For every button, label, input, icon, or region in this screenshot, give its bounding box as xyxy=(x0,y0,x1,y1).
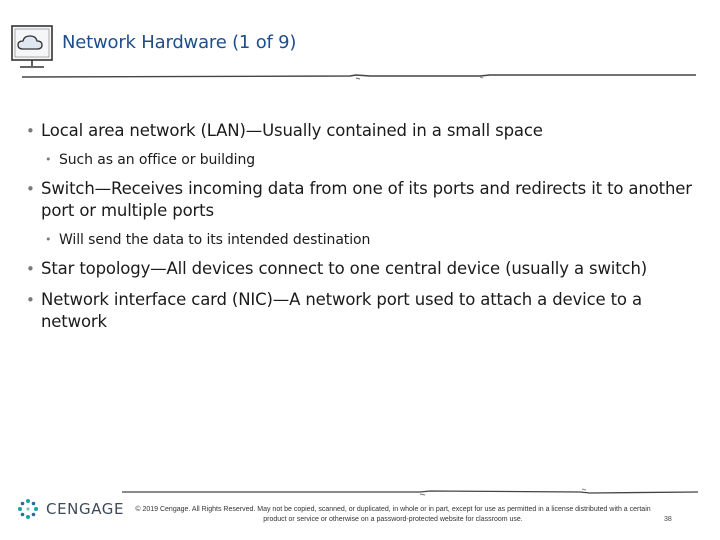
title-divider xyxy=(20,68,700,82)
cengage-logo-icon xyxy=(16,497,40,521)
bullet-item xyxy=(24,289,694,333)
bullet-marker: • xyxy=(26,291,35,309)
sub-bullet-item xyxy=(24,231,694,249)
sub-bullet-text: Will send the data to its intended destination xyxy=(59,232,371,248)
bullet-marker: • xyxy=(45,153,52,166)
bullet-marker: • xyxy=(26,122,35,140)
sub-bullet-text: Such as an office or building xyxy=(59,152,256,168)
slide-title: Network Hardware (1 of 9) xyxy=(62,32,297,53)
bullet-item xyxy=(24,120,694,142)
bullet-marker: • xyxy=(26,260,35,278)
bullet-text: Switch—Receives incoming data from one of its ports and redirects it to another port or multiple ports xyxy=(41,179,692,220)
page-number: 38 xyxy=(664,516,672,523)
brand-name: CENGAGE xyxy=(46,500,125,518)
sub-bullet-item xyxy=(24,151,694,169)
brand-logo xyxy=(16,494,124,524)
cloud-monitor-icon xyxy=(10,22,54,74)
bullet-text: Local area network (LAN)—Usually contained in a small space xyxy=(41,121,543,140)
footer-divider xyxy=(120,487,700,497)
bullet-marker: • xyxy=(45,233,52,246)
bullet-text: Network interface card (NIC)—A network port used to attach a device to a network xyxy=(41,290,642,331)
bullet-list xyxy=(24,120,694,333)
copyright-notice: © 2019 Cengage. All Rights Reserved. May not be copied, scanned, or duplicated, in whole or in part, except for use as permitted in a license distributed with a certain product or service or otherwise on a password-protected website for classroom use. xyxy=(135,506,651,523)
bullet-item xyxy=(24,258,694,280)
bullet-marker: • xyxy=(26,180,35,198)
bullet-item xyxy=(24,178,694,222)
bullet-text: Star topology—All devices connect to one central device (usually a switch) xyxy=(41,259,648,278)
